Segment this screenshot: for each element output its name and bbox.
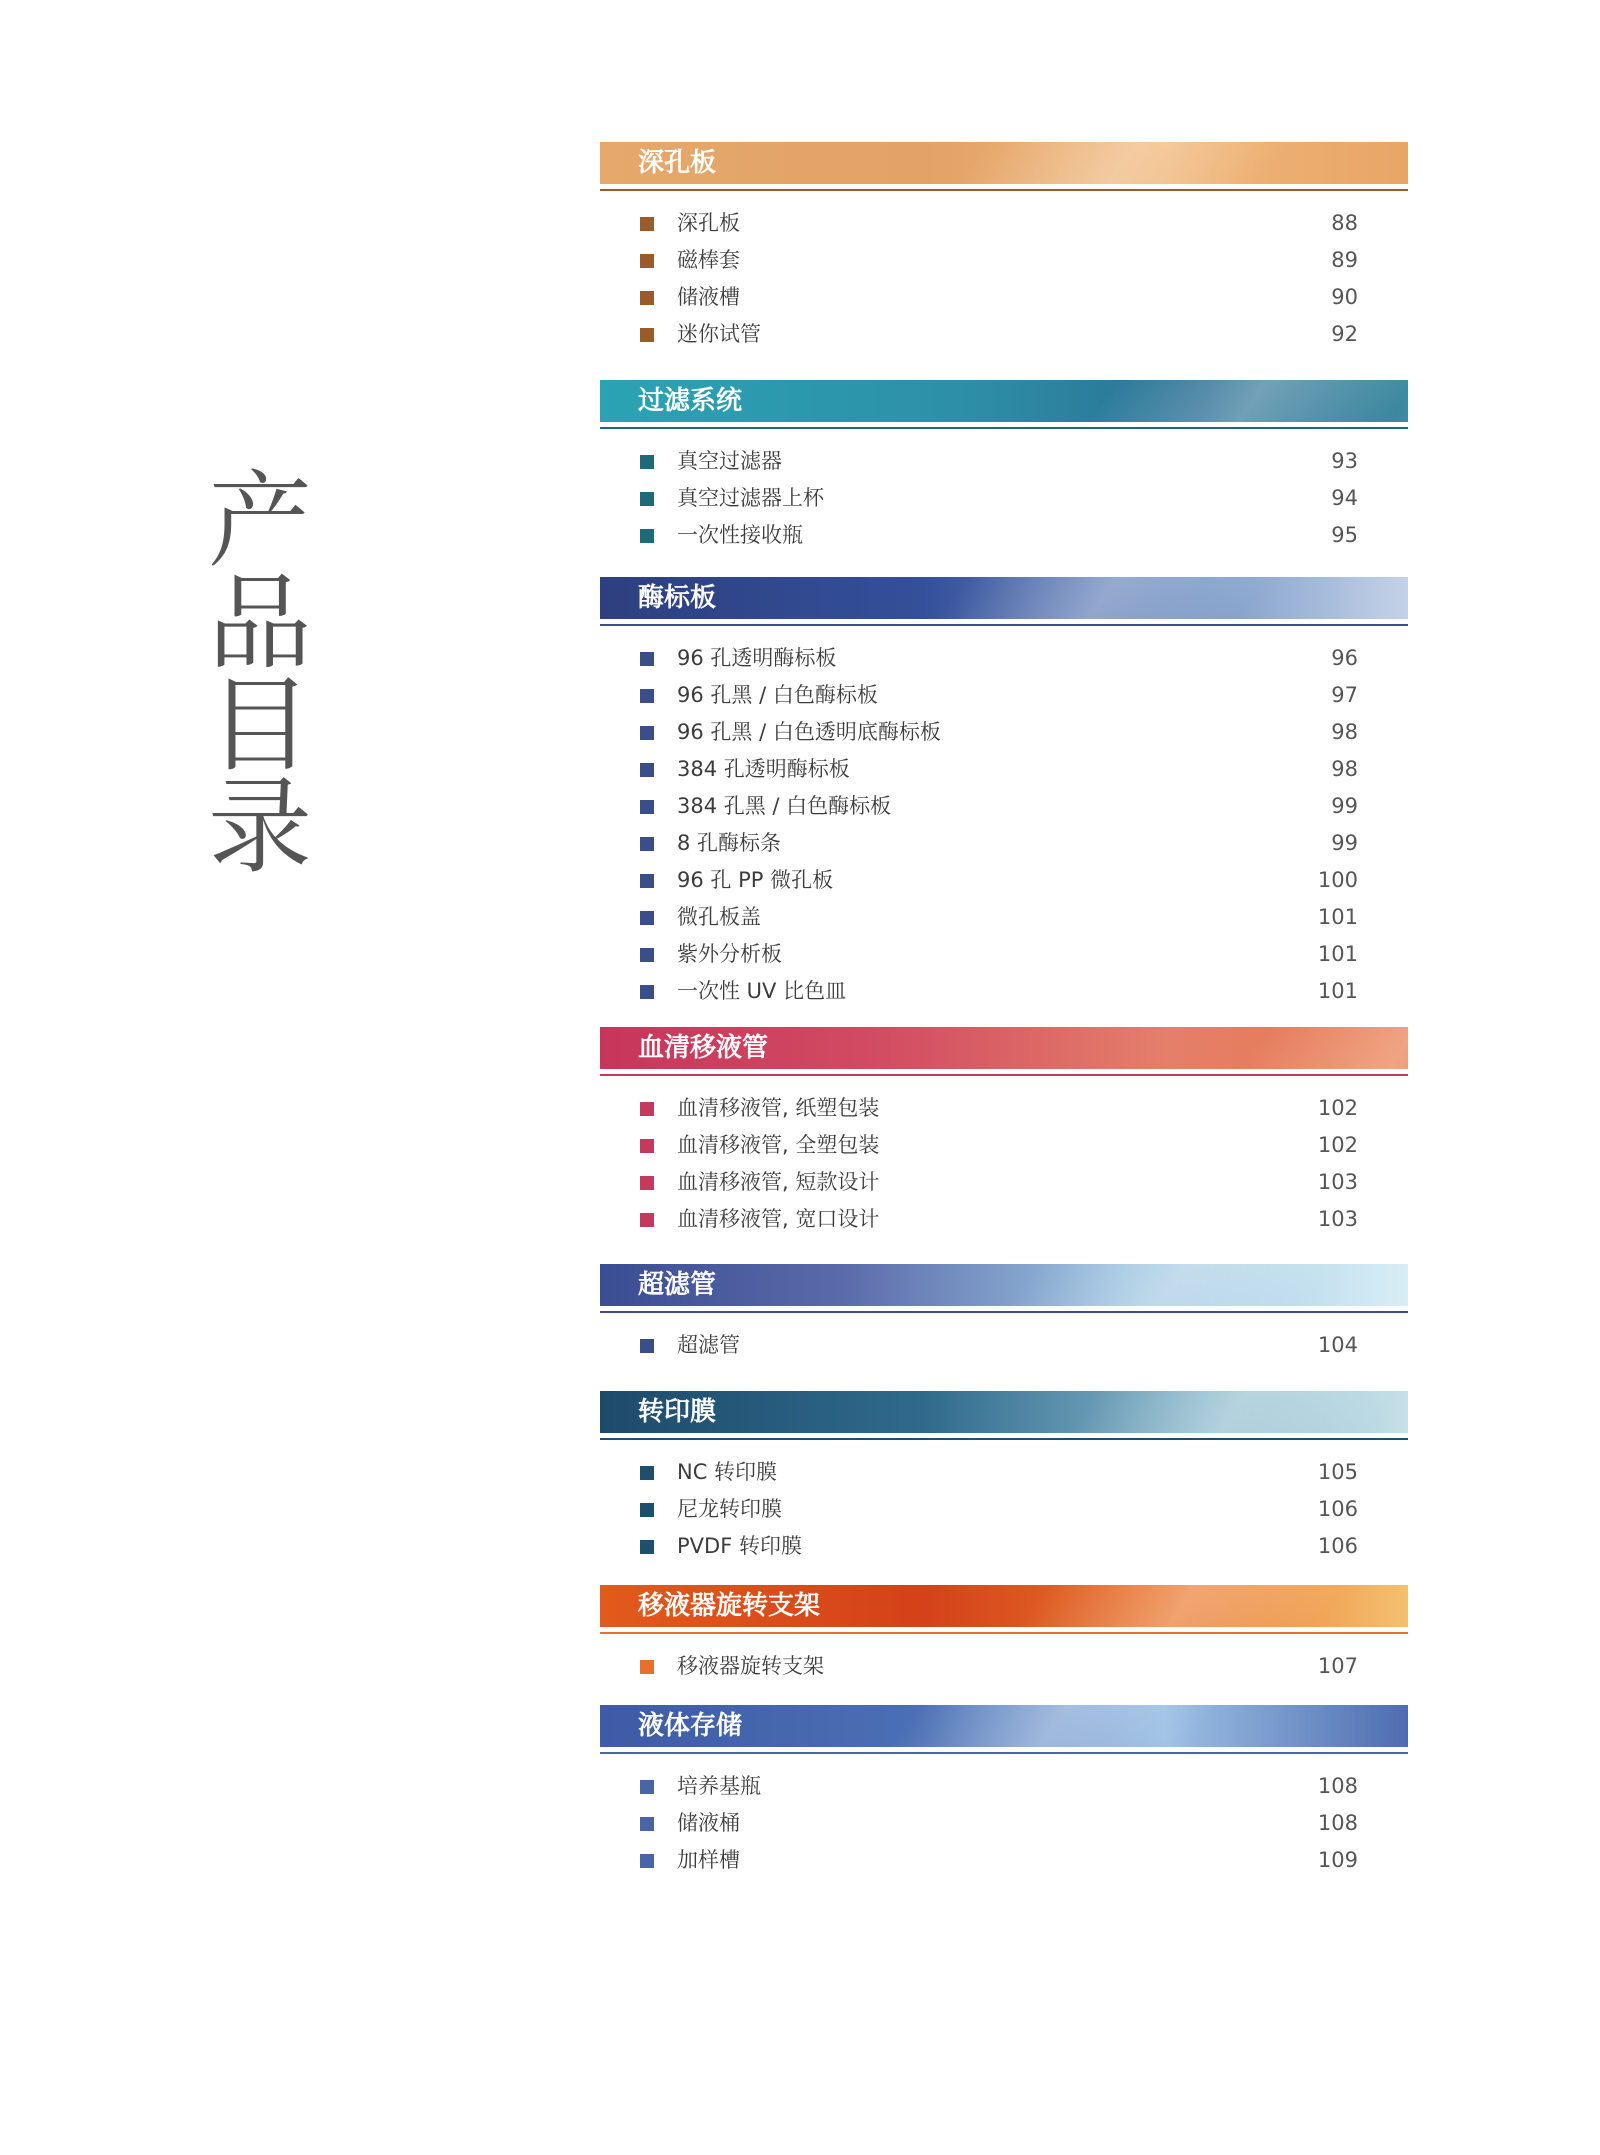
toc-item-list xyxy=(600,1768,1408,1879)
bullet-square-icon xyxy=(640,455,654,469)
bullet-square-icon xyxy=(640,291,654,305)
toc-entry-page-number: 88 xyxy=(1331,211,1358,235)
toc-entry-name: 血清移液管, 宽口设计 xyxy=(677,1207,880,1231)
header-sheen-decoration xyxy=(1048,1391,1408,1433)
page-title xyxy=(205,460,315,888)
toc-entry-name: 96 孔透明酶标板 xyxy=(677,646,837,670)
toc-entry[interactable] xyxy=(600,480,1408,517)
toc-entry-name: 一次性接收瓶 xyxy=(677,523,803,547)
bullet-square-icon xyxy=(640,1660,654,1674)
toc-item-list xyxy=(600,1648,1408,1685)
toc-entry-page-number: 102 xyxy=(1317,1096,1358,1120)
section-divider xyxy=(600,624,1408,626)
section-title: 液体存储 xyxy=(638,1711,743,1741)
section-divider xyxy=(600,1074,1408,1076)
toc-entry-name: 培养基瓶 xyxy=(677,1774,761,1798)
section-title: 血清移液管 xyxy=(638,1033,769,1063)
toc-entry-page-number: 94 xyxy=(1331,486,1358,510)
toc-section xyxy=(600,577,1408,1010)
toc-entry-page-number: 108 xyxy=(1317,1774,1358,1798)
section-divider xyxy=(600,1632,1408,1634)
toc-item-list xyxy=(600,1327,1408,1364)
toc-entry-name: 深孔板 xyxy=(677,211,740,235)
header-sheen-decoration xyxy=(1218,1027,1408,1069)
bullet-square-icon xyxy=(640,652,654,666)
toc-entry-page-number: 99 xyxy=(1331,794,1358,818)
bullet-square-icon xyxy=(640,217,654,231)
toc-entry[interactable] xyxy=(600,1090,1408,1127)
header-sheen-decoration xyxy=(868,1705,1231,1747)
toc-entry-name: NC 转印膜 xyxy=(677,1460,778,1484)
bullet-square-icon xyxy=(640,1854,654,1868)
toc-entry-name: 血清移液管, 短款设计 xyxy=(677,1170,880,1194)
bullet-square-icon xyxy=(640,1139,654,1153)
toc-entry-page-number: 93 xyxy=(1331,449,1358,473)
toc-entry-name: 尼龙转印膜 xyxy=(677,1497,782,1521)
section-title: 酶标板 xyxy=(638,583,717,613)
page-title-char: 品 xyxy=(207,562,312,684)
section-title: 超滤管 xyxy=(638,1270,717,1300)
bullet-square-icon xyxy=(640,254,654,268)
toc-entry-name: 储液桶 xyxy=(677,1811,740,1835)
header-sheen-decoration xyxy=(988,1264,1351,1306)
toc-entry-page-number: 105 xyxy=(1317,1460,1358,1484)
toc-entry[interactable] xyxy=(600,443,1408,480)
toc-entry-page-number: 100 xyxy=(1317,868,1358,892)
toc-entry[interactable] xyxy=(600,1648,1408,1685)
toc-entry-name: 384 孔透明酶标板 xyxy=(677,757,850,781)
toc-entry-page-number: 108 xyxy=(1317,1811,1358,1835)
toc-entry-page-number: 90 xyxy=(1331,285,1358,309)
toc-entry-name: 真空过滤器 xyxy=(677,449,782,473)
bullet-square-icon xyxy=(640,1176,654,1190)
toc-entry[interactable] xyxy=(600,1528,1408,1565)
toc-entry[interactable] xyxy=(600,788,1408,825)
page-title-char: 目 xyxy=(207,664,312,786)
toc-entry-name: 96 孔黑 / 白色透明底酶标板 xyxy=(677,720,941,744)
toc-entry-name: 超滤管 xyxy=(677,1333,740,1357)
toc-entry[interactable] xyxy=(600,1454,1408,1491)
toc-entry[interactable] xyxy=(600,936,1408,973)
bullet-square-icon xyxy=(640,1780,654,1794)
section-header-bar[interactable] xyxy=(600,142,1408,184)
toc-entry[interactable] xyxy=(600,242,1408,279)
section-header-bar[interactable] xyxy=(600,1264,1408,1306)
toc-entry-name: 紫外分析板 xyxy=(677,942,782,966)
section-title: 深孔板 xyxy=(638,148,717,178)
toc-entry-page-number: 95 xyxy=(1331,523,1358,547)
section-title: 移液器旋转支架 xyxy=(638,1591,821,1621)
bullet-square-icon xyxy=(640,1503,654,1517)
toc-entry[interactable] xyxy=(600,279,1408,316)
section-divider xyxy=(600,1752,1408,1754)
section-header-bar[interactable] xyxy=(600,1027,1408,1069)
bullet-square-icon xyxy=(640,1339,654,1353)
toc-entry-page-number: 97 xyxy=(1331,683,1358,707)
toc-entry-name: 储液槽 xyxy=(677,285,740,309)
toc-entry-page-number: 101 xyxy=(1317,979,1358,1003)
toc-entry[interactable] xyxy=(600,640,1408,677)
bullet-square-icon xyxy=(640,1213,654,1227)
toc-section xyxy=(600,1027,1408,1238)
section-divider xyxy=(600,189,1408,191)
toc-entry-page-number: 104 xyxy=(1317,1333,1358,1357)
bullet-square-icon xyxy=(640,948,654,962)
toc-entry[interactable] xyxy=(600,316,1408,353)
toc-section xyxy=(600,380,1408,554)
toc-entry-page-number: 101 xyxy=(1317,942,1358,966)
section-title: 过滤系统 xyxy=(638,386,743,416)
toc-entry[interactable] xyxy=(600,1805,1408,1842)
header-sheen-decoration xyxy=(918,577,1281,619)
page-title-char: 录 xyxy=(207,766,312,888)
toc-entry-name: 8 孔酶标条 xyxy=(677,831,782,855)
section-header-bar[interactable] xyxy=(600,1585,1408,1627)
toc-entry-page-number: 92 xyxy=(1331,322,1358,346)
toc-section xyxy=(600,142,1408,353)
section-header-bar[interactable] xyxy=(600,1705,1408,1747)
toc-item-list xyxy=(600,1454,1408,1565)
section-header-bar[interactable] xyxy=(600,577,1408,619)
toc-entry[interactable] xyxy=(600,677,1408,714)
toc-entry[interactable] xyxy=(600,751,1408,788)
section-divider xyxy=(600,427,1408,429)
toc-entry[interactable] xyxy=(600,1327,1408,1364)
toc-entry-page-number: 109 xyxy=(1317,1848,1358,1872)
toc-entry[interactable] xyxy=(600,1842,1408,1879)
bullet-square-icon xyxy=(640,837,654,851)
section-header-bar[interactable] xyxy=(600,1391,1408,1433)
toc-entry-page-number: 103 xyxy=(1317,1207,1358,1231)
toc-entry[interactable] xyxy=(600,205,1408,242)
toc-section xyxy=(600,1585,1408,1685)
toc-section xyxy=(600,1705,1408,1879)
header-sheen-decoration xyxy=(938,142,1301,184)
toc-entry-page-number: 103 xyxy=(1317,1170,1358,1194)
toc-entry-name: 96 孔黑 / 白色酶标板 xyxy=(677,683,878,707)
section-header-bar[interactable] xyxy=(600,380,1408,422)
toc-entry-name: 血清移液管, 全塑包装 xyxy=(677,1133,880,1157)
toc-entry[interactable] xyxy=(600,899,1408,936)
bullet-square-icon xyxy=(640,800,654,814)
toc-entry-page-number: 101 xyxy=(1317,905,1358,929)
toc-entry-name: 迷你试管 xyxy=(677,322,761,346)
bullet-square-icon xyxy=(640,911,654,925)
toc-entry[interactable] xyxy=(600,825,1408,862)
toc-entry[interactable] xyxy=(600,714,1408,751)
bullet-square-icon xyxy=(640,689,654,703)
toc-entry[interactable] xyxy=(600,517,1408,554)
toc-entry-page-number: 106 xyxy=(1317,1497,1358,1521)
toc-section xyxy=(600,1391,1408,1565)
toc-entry-name: PVDF 转印膜 xyxy=(677,1534,802,1558)
toc-entry-name: 一次性 UV 比色皿 xyxy=(677,979,847,1003)
toc-entry[interactable] xyxy=(600,1491,1408,1528)
toc-entry-page-number: 96 xyxy=(1331,646,1358,670)
page-title-char: 产 xyxy=(207,460,312,582)
toc-entry-name: 加样槽 xyxy=(677,1848,740,1872)
bullet-square-icon xyxy=(640,1102,654,1116)
section-title: 转印膜 xyxy=(638,1397,717,1427)
bullet-square-icon xyxy=(640,985,654,999)
toc-entry-page-number: 99 xyxy=(1331,831,1358,855)
header-sheen-decoration xyxy=(998,1585,1361,1627)
toc-entry-page-number: 98 xyxy=(1331,720,1358,744)
bullet-square-icon xyxy=(640,1817,654,1831)
toc-item-list xyxy=(600,205,1408,353)
section-divider xyxy=(600,1311,1408,1313)
toc-entry-name: 96 孔 PP 微孔板 xyxy=(677,868,834,892)
toc-entry-page-number: 102 xyxy=(1317,1133,1358,1157)
toc-item-list xyxy=(600,443,1408,554)
bullet-square-icon xyxy=(640,874,654,888)
toc-entry[interactable] xyxy=(600,1201,1408,1238)
bullet-square-icon xyxy=(640,492,654,506)
bullet-square-icon xyxy=(640,726,654,740)
bullet-square-icon xyxy=(640,1466,654,1480)
toc-entry-page-number: 89 xyxy=(1331,248,1358,272)
toc-entry-name: 血清移液管, 纸塑包装 xyxy=(677,1096,880,1120)
toc-entry-name: 磁棒套 xyxy=(677,248,740,272)
bullet-square-icon xyxy=(640,328,654,342)
toc-entry-name: 真空过滤器上杯 xyxy=(677,486,824,510)
toc-entry-name: 微孔板盖 xyxy=(677,905,761,929)
toc-entry[interactable] xyxy=(600,862,1408,899)
toc-entry-page-number: 107 xyxy=(1317,1654,1358,1678)
toc-entry[interactable] xyxy=(600,1164,1408,1201)
toc-entry-name: 移液器旋转支架 xyxy=(677,1654,824,1678)
toc-item-list xyxy=(600,640,1408,1010)
header-sheen-decoration xyxy=(1068,380,1408,422)
toc-entry-page-number: 106 xyxy=(1317,1534,1358,1558)
bullet-square-icon xyxy=(640,763,654,777)
toc-entry[interactable] xyxy=(600,1768,1408,1805)
toc-entry-name: 384 孔黑 / 白色酶标板 xyxy=(677,794,892,818)
toc-section xyxy=(600,1264,1408,1364)
section-divider xyxy=(600,1438,1408,1440)
toc-entry-page-number: 98 xyxy=(1331,757,1358,781)
bullet-square-icon xyxy=(640,1540,654,1554)
toc-item-list xyxy=(600,1090,1408,1238)
bullet-square-icon xyxy=(640,529,654,543)
toc-entry[interactable] xyxy=(600,1127,1408,1164)
toc-entry[interactable] xyxy=(600,973,1408,1010)
